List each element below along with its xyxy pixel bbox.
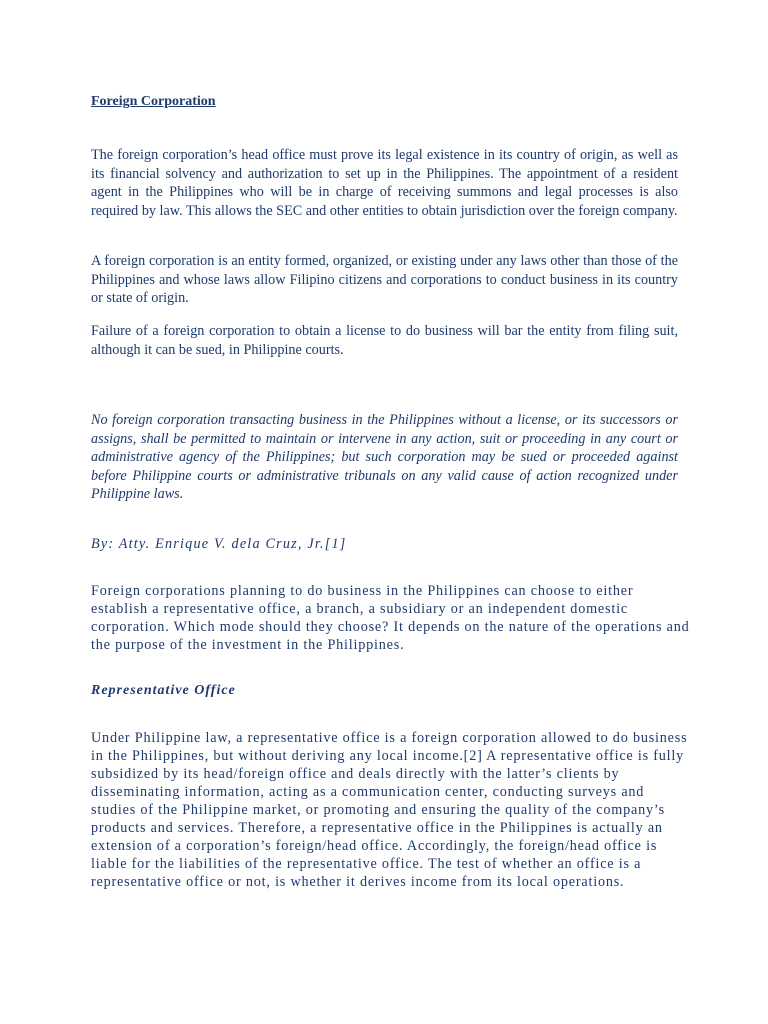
- paragraph-license-failure: Failure of a foreign corporation to obtain a license to do business will bar the entity from filing suit, although it can be sued, in Philippine courts.: [91, 323, 678, 358]
- paragraph-head-office: The foreign corporation’s head office must prove its legal existence in its country of origin, as well as its financial solvency and authorization to set up in the Philippines. The appointment of a resident agent in the Philippines who will be in charge of receiving summons and legal processes is also required by law. This allows the SEC and other entities to obtain jurisdiction over the foreign company.: [91, 147, 678, 219]
- paragraph-definition: A foreign corporation is an entity formed, organized, or existing under any laws other than those of the Philippines and whose laws allow Filipino citizens and corporations to conduct business in its country or state of origin.: [91, 253, 678, 306]
- page-title: Foreign Corporation: [91, 94, 216, 109]
- section-heading-representative-office: Representative Office: [91, 683, 236, 698]
- legal-quote: No foreign corporation transacting business in the Philippines without a license, or its successors or assigns, shall be permitted to maintain or intervene in any action, suit or proceeding in any court or administrative agency of the Philippines; but such corporation may be sued or proceeded against before Philippine courts or administrative tribunals on any valid cause of action recognized under Philippine laws.: [91, 412, 678, 502]
- paragraph-representative-office: Under Philippine law, a representative office is a foreign corporation allowed to do business in the Philippines, but without deriving any local income.[2] A representative office is fully subsidized by its head/foreign office and deals directly with the latter’s clients by disseminating information, acting as a communication center, conducting surveys and studies of the Philippine market, or promoting and ensuring the quality of the company’s products and services. Therefore, a representative office in the Philippines is actually an extension of a corporation’s foreign/head office. Accordingly, the foreign/head office is liable for the liabilities of the representative office. The test of whether an office is a representative office or not, is whether it derives income from its local operations.: [91, 730, 688, 890]
- paragraph-modes: Foreign corporations planning to do business in the Philippines can choose to either establish a representative office, a branch, a subsidiary or an independent domestic corporation. Which mode should they choose? It depends on the nature of the operations and the purpose of the investment in the Philippines.: [91, 583, 690, 653]
- author-byline: By: Atty. Enrique V. dela Cruz, Jr.[1]: [91, 536, 347, 552]
